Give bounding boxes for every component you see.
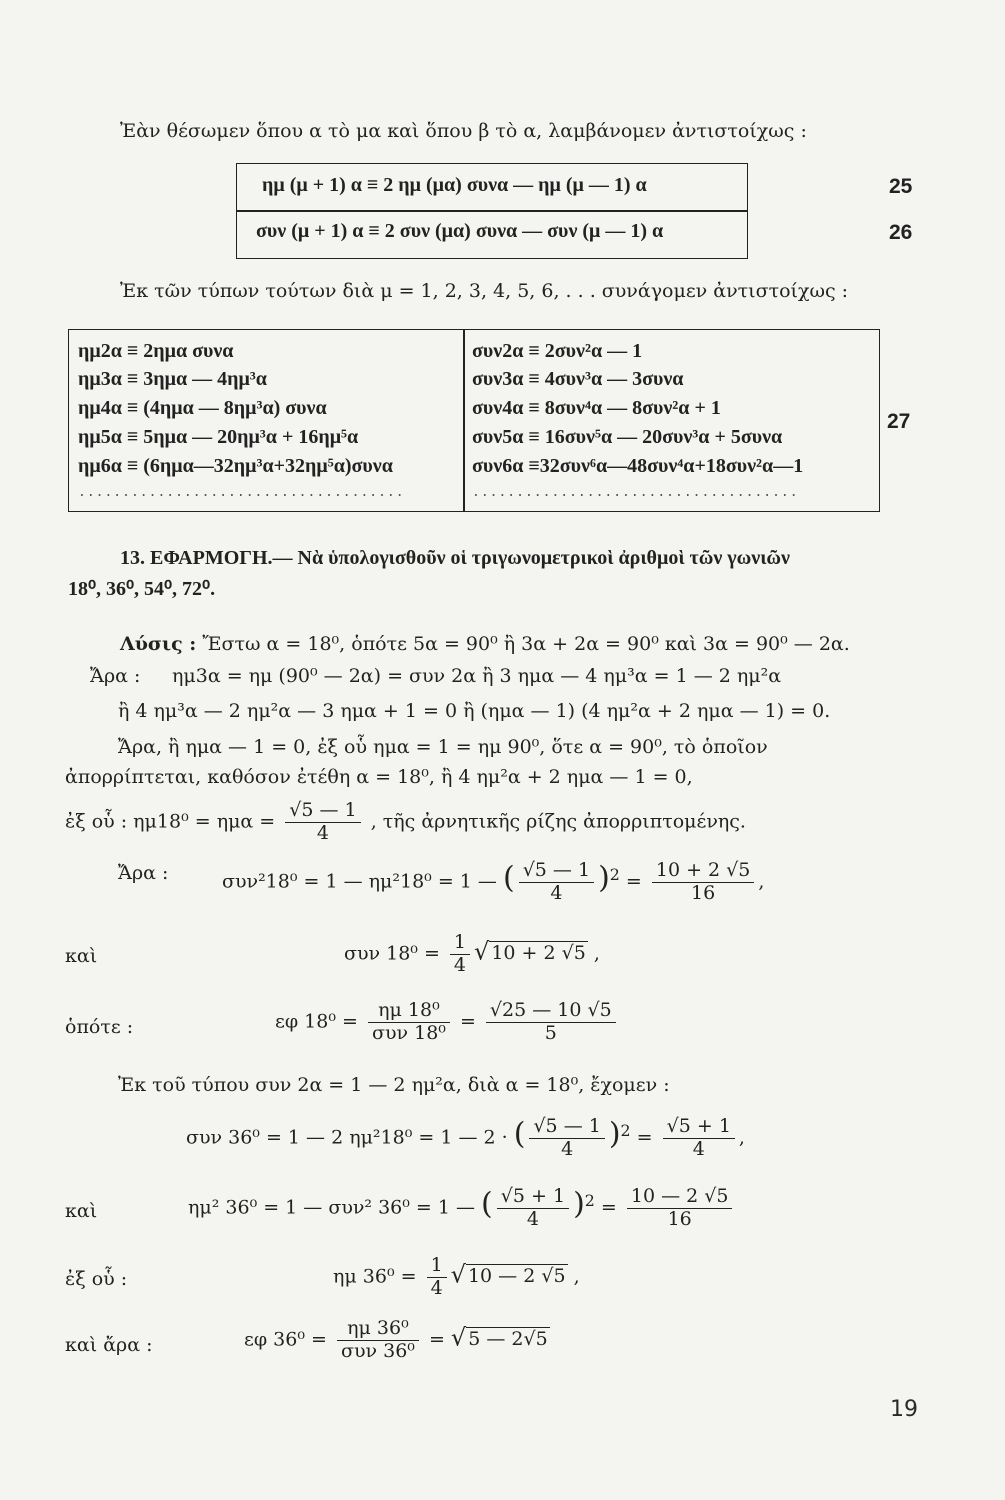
solution-line-8-label: καὶ (65, 945, 98, 967)
fraction: $\frac{√5 — 1}{4}$ (285, 800, 360, 845)
equation-number-26: 26 (889, 221, 913, 244)
table-left-row: ημ4α ≡ (4ημα — 8ημ³α) συνα (78, 397, 327, 419)
table-left-ellipsis: ..................................... (78, 485, 405, 500)
formula-25: ημ (μ + 1) α ≡ 2 ημ (μα) συνα — ημ (μ — 1) α (262, 174, 647, 196)
table-right-row: συν6α ≡32συν⁶α—48συν⁴α+18συν²α—1 (472, 455, 804, 477)
fraction: $\frac{1}{4}$ (450, 932, 470, 977)
solution-line-8: συν 18⁰ = $\frac{1}{4}$ √ 10 + 2 √5 , (344, 931, 600, 976)
solution-line-9: εφ 18⁰ = $\frac{\text{ημ 18⁰}}{\text{συν 18⁰}}$ = $\frac{√25 — 10 √5}{5}$ (275, 1000, 620, 1045)
table-right-row: συν5α ≡ 16συν⁵α — 20συν³α + 5συνα (472, 426, 783, 448)
intro-line: Ἐὰν θέσωμεν ὅπου α τὸ μα καὶ ὅπου β τὸ α, λαμβάνομεν ἀντιστοίχως : (120, 120, 807, 142)
solution-label: Λύσις : (120, 633, 197, 655)
fraction: $\frac{√5 + 1}{4}$ (497, 1186, 569, 1231)
solution-line-13: ημ 36⁰ = $\frac{1}{4}$ √ 10 — 2 √5 , (333, 1254, 580, 1299)
formula-26: συν (μ + 1) α ≡ 2 συν (μα) συνα — συν (μ — 1) α (256, 220, 664, 242)
page-number: 19 (890, 1397, 918, 1422)
fraction: $\frac{10 + 2 √5}{16}$ (652, 860, 755, 905)
solution-line-3: ἢ 4 ημ³α — 2 ημ²α — 3 ημα + 1 = 0 ἢ (ημα — 1) (4 ημ²α + 2 ημα — 1) = 0. (118, 700, 831, 722)
table-left-row: ημ6α ≡ (6ημα—32ημ³α+32ημ⁵α)συνα (78, 455, 393, 477)
solution-line-11: συν 36⁰ = 1 — 2 ημ²18⁰ = 1 — 2 · ( $\frac{√5 — 1}{4}$ )$^2$ = $\frac{√5 + 1}{4}$ , (186, 1115, 745, 1160)
solution-line-9-label: ὁπότε : (65, 1016, 134, 1038)
solution-line-1: Ἔστω α = 18⁰, ὁπότε 5α = 90⁰ ἢ 3α + 2α = 90⁰ καὶ 3α = 90⁰ — 2α. (202, 633, 850, 655)
fraction: $\frac{10 — 2 √5}{16}$ (627, 1186, 733, 1231)
table-right-row: συν3α ≡ 4συν³α — 3συνα (472, 368, 684, 390)
table-right-row: συν4α ≡ 8συν⁴α — 8συν²α + 1 (472, 397, 721, 419)
table-left-row: ημ2α ≡ 2ημα συνα (78, 340, 234, 362)
fraction: $\frac{√5 — 1}{4}$ (519, 860, 594, 905)
fraction: $\frac{√25 — 10 √5}{5}$ (486, 1000, 616, 1045)
solution-line-7: συν²18⁰ = 1 — ημ²18⁰ = 1 — ( $\frac{√5 — 1}{4}$ )$^2$ = $\frac{10 + 2 √5}{16}$ , (222, 859, 765, 904)
solution-line-14-label: καὶ ἄρα : (65, 1334, 153, 1356)
section-title: 13. ΕΦΑΡΜΟΓΗ.— Νὰ ὑπολογισθοῦν οἱ τριγωνομετρικοὶ ἀριθμοὶ τῶν γωνιῶν (120, 547, 790, 569)
table-left-row: ημ3α ≡ 3ημα — 4ημ³α (78, 368, 267, 390)
table-right-ellipsis: ..................................... (472, 485, 799, 500)
solution-line-4: Ἄρα, ἢ ημα — 1 = 0, ἐξ οὗ ημα = 1 = ημ 90⁰, ὅτε α = 90⁰, τὸ ὁποῖον (118, 736, 768, 758)
solution-line-5: ἀπορρίπτεται, καθόσον ἐτέθη α = 18⁰, ἢ 4 ημ²α + 2 ημα — 1 = 0, (65, 766, 693, 788)
solution-line-6: ἐξ οὗ : ημ18⁰ = ημα = $\frac{√5 — 1}{4}$ , τῆς ἀρνητικῆς ρίζης ἀπορριπτομένης. (65, 799, 746, 844)
table-right-row: συν2α ≡ 2συν²α — 1 (472, 340, 643, 362)
equation-number-27: 27 (887, 410, 911, 433)
solution-line-13-label: ἐξ οὗ : (65, 1268, 128, 1290)
solution-line-2-label: Ἄρα : (90, 665, 141, 687)
fraction: $\frac{√5 + 1}{4}$ (663, 1116, 735, 1161)
fraction: $\frac{\text{ημ 18⁰}}{\text{συν 18⁰}}$ (368, 1000, 450, 1045)
fraction: $\frac{\text{ημ 36⁰}}{\text{συν 36⁰}}$ (337, 1318, 419, 1363)
solution-line-12: ημ² 36⁰ = 1 — συν² 36⁰ = 1 — ( $\frac{√5 + 1}{4}$ )$^2$ = $\frac{10 — 2 √5}{16}$ (188, 1186, 736, 1231)
formula-box-divider (236, 210, 748, 212)
fraction: $\frac{√5 — 1}{4}$ (529, 1116, 604, 1161)
section-title-continuation: 18⁰, 36⁰, 54⁰, 72⁰. (68, 578, 216, 600)
solution-line-12-label: καὶ (65, 1200, 98, 1222)
solution-line-10: Ἐκ τοῦ τύπου συν 2α = 1 — 2 ημ²α, διὰ α = 18⁰, ἔχομεν : (118, 1074, 670, 1096)
fraction: $\frac{1}{4}$ (427, 1255, 447, 1300)
solution-line-14: εφ 36⁰ = $\frac{\text{ημ 36⁰}}{\text{συν 36⁰}}$ = √ 5 — 2√5 (244, 1317, 548, 1362)
table-left-row: ημ5α ≡ 5ημα — 20ημ³α + 16ημ⁵α (78, 426, 359, 448)
solution-line-7-label: Ἄρα : (118, 862, 169, 884)
types-intro: Ἐκ τῶν τύπων τούτων διὰ μ = 1, 2, 3, 4, 5, 6, . . . συνάγομεν ἀντιστοίχως : (120, 280, 849, 302)
formula-table-divider (463, 329, 465, 512)
solution-line-2: ημ3α = ημ (90⁰ — 2α) = συν 2α ἢ 3 ημα — 4 ημ³α = 1 — 2 ημ²α (172, 665, 782, 687)
equation-number-25: 25 (889, 175, 913, 198)
